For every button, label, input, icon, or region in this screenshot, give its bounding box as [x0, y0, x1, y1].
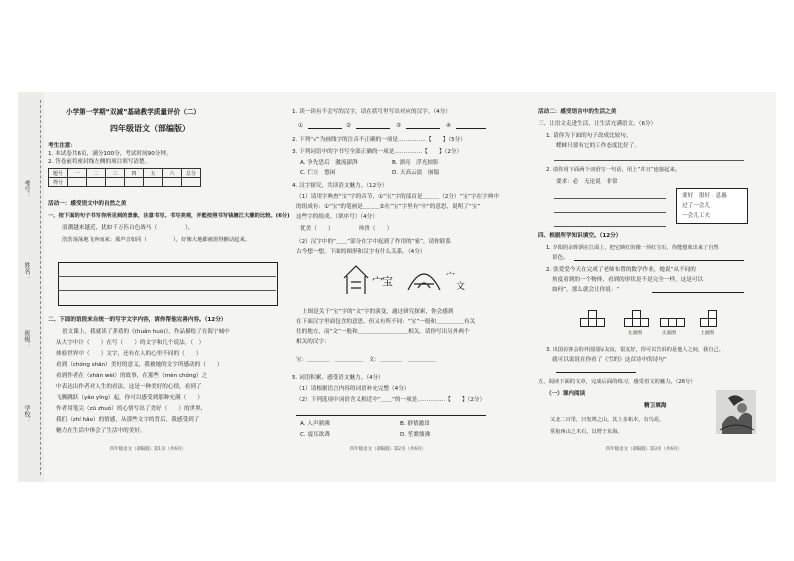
score-cell[interactable]: [87, 178, 106, 187]
glyph-text: 文: [456, 282, 466, 292]
answer-blank[interactable]: [356, 122, 390, 129]
question-text: 要求：必 无论说 非常: [556, 179, 618, 185]
binding-label-number: 学校：: [23, 405, 30, 423]
question-text: 相关的汉字：: [296, 339, 330, 345]
binding-label-name: 班级：: [23, 330, 30, 348]
option-d[interactable]: D. 笙歌鼎沸: [400, 432, 431, 438]
question-heading: 三、让语文走进生活，让生活充满语文。（6分）: [538, 121, 657, 127]
answer-blank[interactable]: [574, 254, 744, 261]
passage-line: 看到（chóng shān）美好的意义，我被她的文字所感动的（ ）: [56, 362, 223, 368]
score-cell: 得分: [49, 178, 68, 187]
option-b[interactable]: B. 漂亮 浮光掠影: [392, 160, 439, 166]
question-text: 在下面汉字里面包含的意思，但又有所不同：“宝”一般和＿＿＿＿＿有关: [296, 319, 476, 325]
answer-blank[interactable]: [556, 366, 636, 373]
answer-line[interactable]: [554, 198, 666, 199]
activity-heading: 活动一：感受语文中的自然之美: [48, 201, 127, 207]
question-text: 3. 下列词语中的字书写全部正确的一项是……………【 】（2分）: [292, 149, 463, 155]
score-cell[interactable]: [106, 178, 125, 187]
passage-line: 作者用笔尖（zū zhuó）的心情写出了美好（ ）的世界，: [56, 406, 207, 412]
question-heading: 二、下面的语段来自统一的写字文字内容，请你帮他完善内容。（12分）: [48, 317, 227, 323]
question-text: 如何”，那么就会让你说：“: [552, 287, 620, 293]
score-table: [48, 168, 201, 187]
figure-label: 左面图: [628, 331, 642, 336]
cube-figure: [676, 318, 685, 327]
exam-subtitle: 四年级语文（部编版）: [110, 124, 190, 133]
glyph-text: 宀: [372, 275, 383, 288]
glyph-text: 宝: [382, 275, 393, 288]
question-text: 3. 出国访客会的外国国际友谊，很友好，你可以告诉的是他人之间，我自己。: [546, 347, 724, 353]
question-text: 1. 夕阳的余晖洒在江面上，把它映红的像一块红宝石，你能想象出来了自然: [546, 245, 719, 251]
word-card-line: 一会儿工夫: [682, 213, 710, 219]
page-footer: 四年级语文（部编版）第1页（共6页）: [110, 447, 186, 452]
score-cell[interactable]: [182, 178, 201, 187]
passage-line: 看到作者在（shān wèi）的故事，在那些（mèn chóng）之: [56, 373, 208, 379]
answer-blank[interactable]: [296, 409, 486, 416]
binding-label-class: 姓名：: [23, 262, 30, 280]
cube-figure: [640, 318, 649, 327]
answer-line[interactable]: [554, 160, 744, 161]
question-text: （1）请用字典查“宝”字的音节，①“宝”字的部首是＿＿＿（2分）“宝”字在字典中: [296, 194, 499, 200]
binding-label-school: 考号：: [23, 180, 30, 198]
option-a[interactable]: A. 争先恐后 激流澎湃: [300, 160, 358, 166]
score-cell[interactable]: [144, 178, 163, 187]
exam-title: 小学第一学期“双减”基础教学质量评价（二）: [66, 108, 200, 116]
writing-box[interactable]: [58, 262, 278, 306]
notice-line: 2. 答卷前将密封线左侧的项目填写清楚。: [48, 159, 151, 165]
notice-heading: 考生注意：: [48, 143, 76, 149]
answer-blank[interactable]: [456, 122, 486, 129]
poem-line: 常衔西山之木石，以堙于东海。: [550, 429, 623, 435]
question-heading: 一、按下面的句子书写你所见到的景象，注意书写。书写美观，并能按照书写钱塘江大潮的比较。(6分): [48, 213, 290, 219]
score-cell: 题号: [49, 169, 68, 178]
score-cell[interactable]: [68, 178, 87, 187]
question-text: 蟋蟀只要有它的工作态度比好了。: [556, 143, 640, 149]
passage-line: 飞腾跳跃（yǎo yǐng）起，你可以感受到那种充满（ ）: [56, 395, 203, 401]
cube-figure: [596, 318, 605, 327]
question-text: 就可以说说在你看了《雪的》这首诗中的诗句“: [552, 357, 667, 363]
option: ①: [298, 123, 304, 129]
question-text: 2. 下列“√”为画线字的注音不正确的一项是……………【 】（5分）: [292, 137, 466, 143]
page-footer: 四年级语文（部编版）第2页（共6页）: [350, 447, 426, 452]
question-text: 的组成有：①“宝”的笔画是＿＿＿②在“宝”字里有“中”的意思，说明了“宝”: [296, 204, 481, 210]
question-text: 这些字的组成。（填序号）（4分）: [296, 214, 378, 220]
question-text: 2. 请你用下面两个词语写一句话，用上“并且”连接起来。: [546, 167, 681, 173]
cube-figure: [708, 310, 717, 319]
question-text: 住的地方，而“文”一般和＿＿＿＿＿＿＿＿＿相关。请你写出另外两个: [296, 329, 470, 335]
passage-line: 体验世界中（ ）文字，还有在人的心里不同的（ ）: [56, 351, 202, 357]
writing-line: [58, 290, 276, 291]
score-cell: 三: [106, 169, 125, 178]
answer-blank[interactable]: [406, 122, 440, 129]
question-text: 2. 张爱爱今天在完成了老师布置的数学作业，她说“从不同的: [546, 267, 696, 273]
option: ②: [346, 123, 352, 129]
question-text: 上图是关于“宝”字的“文”字的演变，通过研究探索，你会感到: [302, 309, 454, 315]
score-cell: 一: [68, 169, 87, 178]
poem-title: 精卫填海: [644, 403, 667, 409]
bird-illustration-icon: [716, 390, 756, 434]
writing-line: [58, 276, 276, 277]
word-card-line: 要好 很好 息惠: [682, 193, 727, 199]
option-b[interactable]: B. 群情激昂: [400, 421, 430, 427]
question-text: 4. 汉字探究，共读语文魅力。（12分）: [292, 183, 388, 189]
option: ④: [446, 123, 452, 129]
score-cell: 四: [125, 169, 144, 178]
score-cell: 二: [87, 169, 106, 178]
question-text: （2）汉字中的“＿＿”部分在字中起到了作用的“家”，请你联系: [296, 239, 451, 245]
option: ③: [396, 123, 402, 129]
fill-blank-line[interactable]: 宝：＿＿＿＿ ＿＿＿＿＿ 文：＿＿＿＿ ＿＿＿＿＿: [296, 357, 436, 363]
question-heading: 四、根据所学知识填空。（12分）: [538, 233, 622, 239]
word-card-line: 过了一会儿: [682, 203, 710, 209]
answer-line[interactable]: [554, 226, 666, 227]
score-cell[interactable]: [125, 178, 144, 187]
score-row-header: [49, 169, 201, 178]
answer-blank[interactable]: [308, 122, 342, 129]
poem-line: 又北二百里，曰发鸠之山，其上多柘木，有鸟焉，: [550, 417, 665, 423]
ancient-roof-glyph-icon: [404, 262, 444, 296]
question-text: 角度看到的一个物体，看到的形状是不是完全一样，这是可以: [552, 277, 704, 283]
question-text: 5. 词语积累，感受语文魅力。（4分）: [292, 375, 384, 381]
question-text: （1）请根据语言内容的词语补充完整（4分）: [296, 386, 410, 392]
question-text: 优美（ ） 珍贵（ ）: [300, 226, 393, 232]
page-footer: 四年级语文（部编版）第3页（共6页）: [606, 447, 682, 452]
question-text: 浩浩荡荡地飞奔而来；那声音如同（ ），好像大地都被震得颤动起来。: [62, 237, 251, 243]
section-heading: （一）课内阅读: [546, 391, 586, 397]
option-c[interactable]: C. 伫立 悠闲: [300, 170, 336, 176]
question-text: 古今想一想，下面的图形和汉字有什么关系。（4分）: [296, 249, 426, 255]
option-a[interactable]: A. 人声鼎沸: [300, 421, 330, 427]
figure-label: 上面图: [700, 331, 714, 336]
option-c[interactable]: C. 震耳欲聋: [300, 432, 330, 438]
answer-blank[interactable]: [652, 286, 744, 293]
score-cell[interactable]: [163, 178, 182, 187]
seal-line: [40, 100, 41, 475]
passage-line: 中表达出作者对人生的看法，这是一种美好的心情，看到了: [56, 384, 202, 390]
notice-line: 1. 本试卷共6页，满分100分，考试时间90分钟。: [48, 151, 172, 157]
question-text: （2）下列选项中词语含义相近中“＿＿”的一项是……………【 】（2分）: [296, 397, 486, 403]
glyph-text: 宀: [446, 272, 456, 282]
score-cell: 六: [163, 169, 182, 178]
score-cell: 五: [144, 169, 163, 178]
passage-line: 语文课上，我就读了茅盾的《(huǎn huò)》，作品描绘了在海宁城中: [62, 329, 230, 335]
question-heading: 五、阅读下面的文章，完成后面的练习，感受语文的魅力。（26分）: [538, 379, 696, 385]
score-cell: 总分: [182, 169, 201, 178]
passage-line: 从大字中计（ ）在写（ ）的文字和几个说法。（ ）: [56, 340, 205, 346]
figure-label: 正面图: [662, 331, 676, 336]
cube-figure: [588, 310, 597, 319]
option-d[interactable]: D. 天高云淡 崩塌: [392, 170, 440, 176]
passage-line: 魅力在生活中体会了生活中的美好。: [56, 428, 146, 434]
question-text: 浪潮越来越近，犹如千万匹白色战马（ ），: [62, 225, 194, 231]
cube-figure: [632, 310, 641, 319]
passage-line: 我们（zhí hǎo）的情感，从那些文字的背后，我感受到了: [56, 417, 200, 423]
question-text: 1. 读一读有不会写的汉字，请在括号里写出对应的汉字。（4分）: [292, 109, 451, 115]
score-row-values: [49, 178, 201, 187]
question-text: 1. 请你为下面的句子改成比较句。: [546, 133, 632, 139]
question-text: 景色。: [552, 255, 569, 261]
answer-line[interactable]: [554, 212, 666, 213]
activity-heading: 活动二：感受语言中的生活之美: [538, 109, 617, 115]
cube-figure: [708, 318, 717, 327]
